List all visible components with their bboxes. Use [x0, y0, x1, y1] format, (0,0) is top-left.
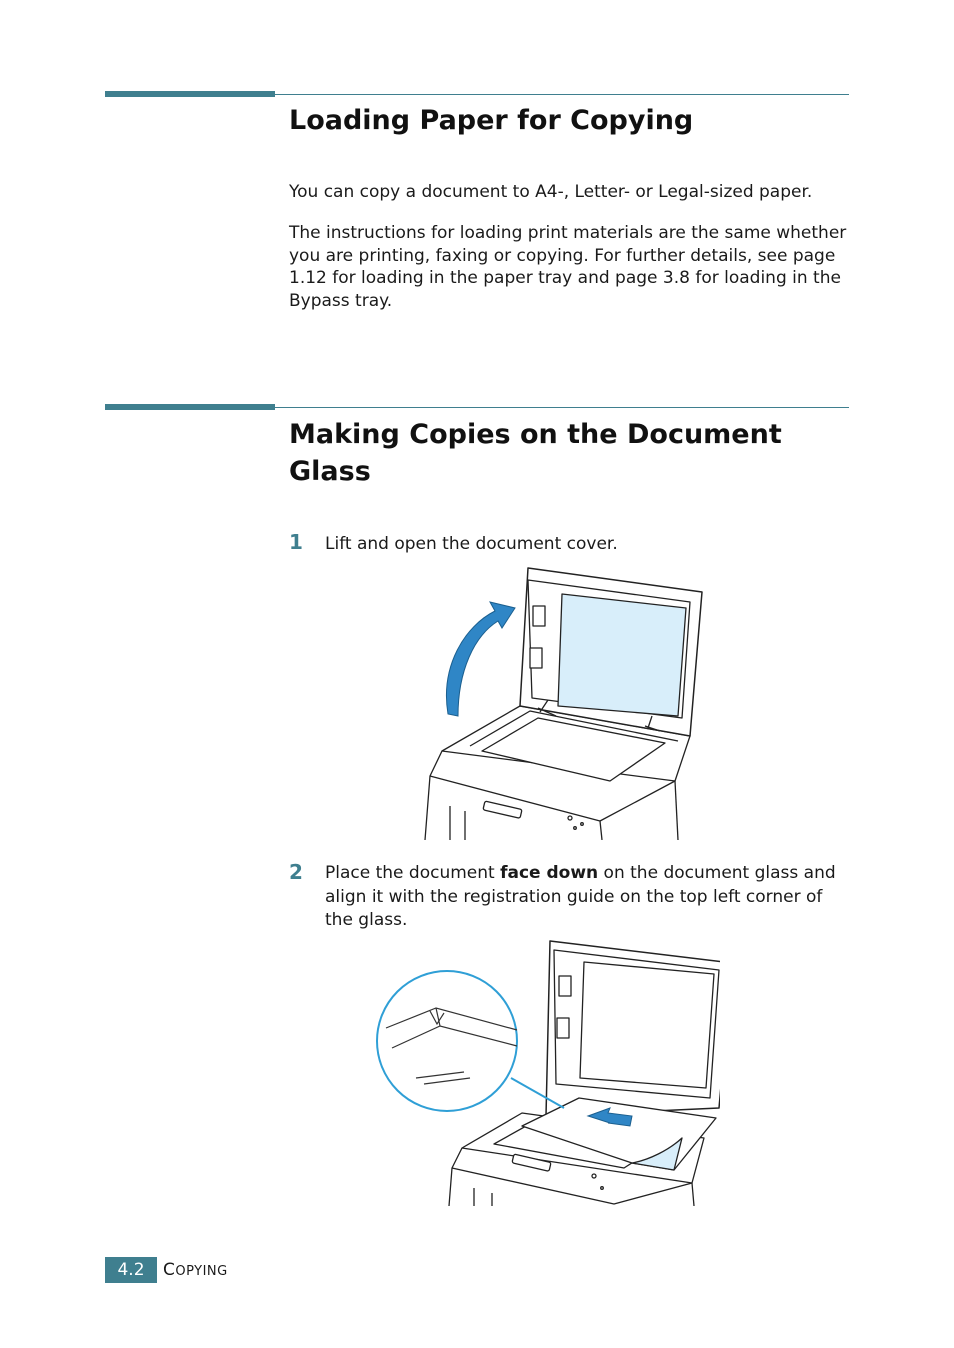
emphasis-face-down: face down [500, 863, 599, 883]
step-number-1: 1 [289, 530, 303, 554]
page-number-badge: 4.2 [105, 1257, 157, 1283]
section-title-loading-paper: Loading Paper for Copying [289, 105, 694, 136]
step-text-2: Place the document face down on the document glass and align it with the registration guide on the top left corner of the glass. [325, 863, 836, 930]
footer-section-label: COPYING [163, 1260, 228, 1280]
place-document-illustration [374, 938, 720, 1206]
paragraph-paper-sizes: You can copy a document to A4-, Letter- or Legal-sized paper. [289, 182, 813, 202]
section-rule-thick [105, 404, 275, 410]
paragraph-loading-instructions: The instructions for loading print materials are the same whether you are printing, faxing or copying. For further details, see page 1.12 for loading in the paper tray and page 3.8 for loading in the Bypass tray. [289, 223, 847, 311]
section-rule-thin [275, 94, 849, 95]
section-rule-thick [105, 91, 275, 97]
section-title-document-glass: Making Copies on the Document Glass [289, 419, 782, 487]
section-rule-thin [275, 407, 849, 408]
step-number-2: 2 [289, 860, 303, 884]
open-cover-illustration [420, 566, 710, 840]
step-text-1: Lift and open the document cover. [325, 534, 618, 554]
